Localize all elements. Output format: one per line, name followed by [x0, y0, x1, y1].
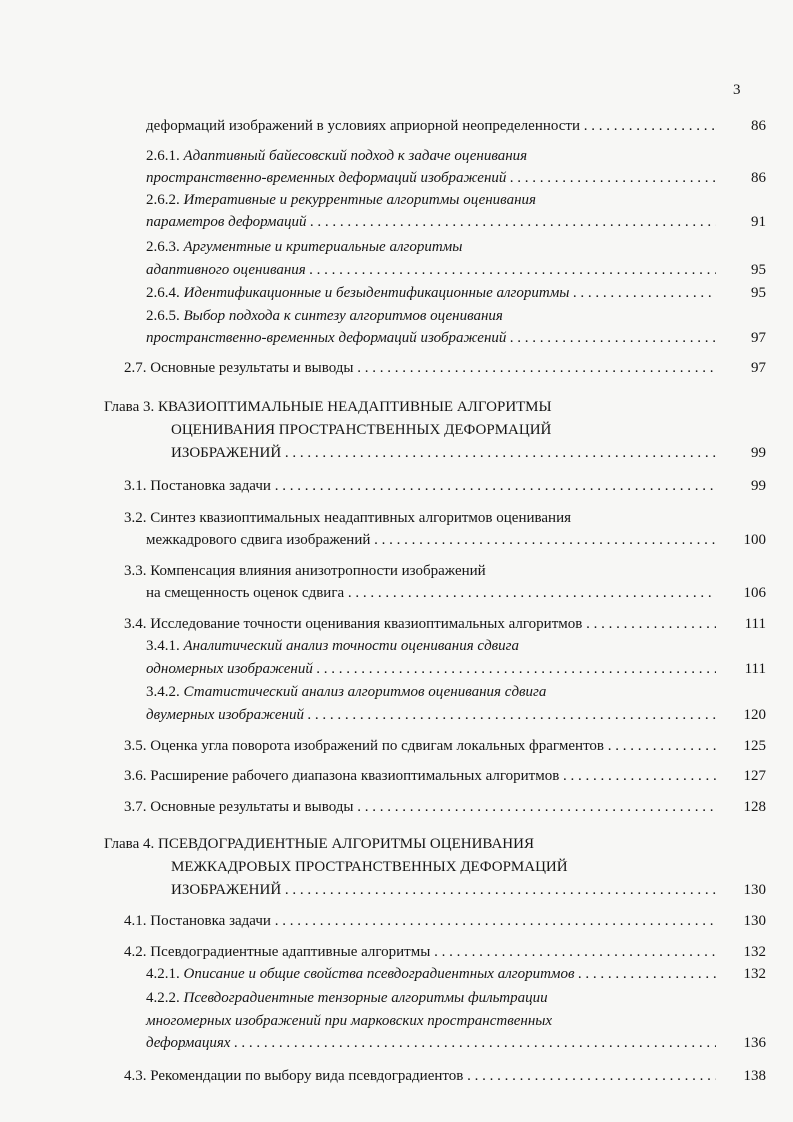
toc-title: одномерных изображений . . .: [146, 658, 716, 680]
toc-title: ИЗОБРАЖЕНИЙ . . .: [171, 879, 716, 901]
toc-title: Идентификационные и безыдентификационные алгоритмы . . .: [184, 282, 717, 304]
toc-title: Адаптивный байесовский подход к задаче оценивания: [183, 148, 528, 164]
toc-title: на смещенность оценок сдвига . . .: [146, 582, 716, 604]
toc-title: деформациях . . .: [146, 1032, 716, 1054]
toc-line: [146, 681, 546, 703]
toc-line: [124, 765, 766, 787]
toc-title: Описание и общие свойства псевдоградиентных алгоритмов . . .: [184, 963, 717, 985]
toc-number: 4.3.: [124, 1068, 147, 1084]
toc-title: Постановка задачи . . .: [150, 910, 716, 932]
toc-title: Аргументные и критериальные алгоритмы: [183, 239, 463, 255]
toc-page: 130: [743, 882, 766, 898]
toc-title: ПСЕВДОГРАДИЕНТНЫЕ АЛГОРИТМЫ ОЦЕНИВАНИЯ: [157, 836, 534, 852]
toc-line: [124, 357, 766, 379]
toc-number: 2.6.2.: [146, 192, 180, 208]
toc-number: 2.6.5.: [146, 308, 180, 324]
toc-line: [146, 282, 766, 304]
toc-number: 3.4.1.: [146, 638, 180, 654]
toc-line: [146, 529, 766, 551]
toc-chapter-heading: [104, 833, 534, 855]
toc-page: 106: [743, 585, 766, 601]
toc-title: многомерных изображений при марковских пространственных: [146, 1013, 553, 1029]
toc-number: 3.5.: [124, 738, 147, 754]
toc-title: Расширение рабочего диапазона квазиоптимальных алгоритмов . . .: [150, 765, 716, 787]
toc-title: Основные результаты и выводы . . .: [150, 357, 716, 379]
toc-page: 111: [744, 661, 766, 677]
toc-number: 3.7.: [124, 799, 147, 815]
toc-line: [171, 879, 766, 901]
toc-line: [124, 941, 766, 963]
toc-page: 132: [743, 966, 766, 982]
toc-title: Псевдоградиентные тензорные алгоритмы фильтрации: [183, 990, 548, 1006]
toc-line: [124, 796, 766, 818]
toc-line: [146, 305, 503, 327]
toc-number: 3.6.: [124, 768, 147, 784]
toc-line: [146, 1010, 552, 1032]
toc-page: 91: [751, 214, 766, 230]
toc-title: Итеративные и рекуррентные алгоритмы оценивания: [183, 192, 536, 208]
toc-line: [124, 735, 766, 757]
toc-title: Выбор подхода к синтезу алгоритмов оценивания: [183, 308, 503, 324]
toc-line: [146, 963, 766, 985]
toc-line: [146, 115, 766, 137]
toc-title: адаптивного оценивания . . .: [146, 259, 716, 281]
toc-line: [124, 613, 766, 635]
toc-title: МЕЖКАДРОВЫХ ПРОСТРАНСТВЕННЫХ ДЕФОРМАЦИЙ: [171, 859, 568, 875]
toc-line: [124, 507, 571, 529]
toc-line: [124, 560, 486, 582]
toc-page: 95: [751, 262, 766, 278]
toc-line: [171, 442, 766, 464]
toc-line: [146, 582, 766, 604]
toc-number: 2.6.1.: [146, 148, 180, 164]
toc-line: [146, 704, 766, 726]
toc-line: [146, 211, 766, 233]
toc-title: параметров деформаций . . .: [146, 211, 716, 233]
toc-title: Рекомендации по выбору вида псевдоградиентов . . .: [150, 1065, 716, 1087]
toc-line: [146, 145, 527, 167]
toc-title: пространственно-временных деформаций изображений . . .: [146, 167, 716, 189]
toc-title: Оценка угла поворота изображений по сдвигам локальных фрагментов . . .: [150, 735, 716, 757]
toc-page: 99: [751, 445, 766, 461]
toc-title: Аналитический анализ точности оценивания сдвига: [183, 638, 520, 654]
toc-page: 138: [743, 1068, 766, 1084]
toc-line: [171, 856, 568, 878]
toc-number: 4.2.1.: [146, 966, 180, 982]
toc-number: 4.1.: [124, 913, 147, 929]
toc-number: Глава 4.: [104, 836, 155, 852]
toc-title: Компенсация влияния анизотропности изображений: [150, 563, 486, 579]
toc-number: 3.1.: [124, 478, 147, 494]
toc-page: 99: [751, 478, 766, 494]
toc-page: 86: [751, 170, 766, 186]
toc-page: 127: [743, 768, 766, 784]
toc-number: 4.2.: [124, 944, 147, 960]
toc-number: 3.4.2.: [146, 684, 180, 700]
toc-page: 97: [751, 330, 766, 346]
toc-title: Постановка задачи . . .: [150, 475, 716, 497]
toc-line: [146, 987, 548, 1009]
toc-page: 128: [743, 799, 766, 815]
toc-line: [146, 1032, 766, 1054]
toc-page: 132: [743, 944, 766, 960]
toc-title: КВАЗИОПТИМАЛЬНЫЕ НЕАДАПТИВНЫЕ АЛГОРИТМЫ: [157, 399, 552, 415]
toc-line: [171, 419, 551, 441]
toc-title: двумерных изображений . . .: [146, 704, 716, 726]
toc-title: межкадрового сдвига изображений . . .: [146, 529, 716, 551]
toc-title: Псевдоградиентные адаптивные алгоритмы . . .: [150, 941, 716, 963]
toc-page: 125: [743, 738, 766, 754]
toc-page: 120: [743, 707, 766, 723]
toc-page: 86: [751, 118, 766, 134]
toc-line: [146, 327, 766, 349]
toc-page: 136: [743, 1035, 766, 1051]
toc-number: 3.4.: [124, 616, 147, 632]
toc-number: 2.6.4.: [146, 285, 180, 301]
toc-page: 100: [743, 532, 766, 548]
toc-line: [124, 475, 766, 497]
toc-title: деформаций изображений в условиях априорной неопределенности . . .: [146, 115, 716, 137]
toc-chapter-heading: [104, 396, 552, 418]
toc-line: [146, 167, 766, 189]
toc-number: 3.3.: [124, 563, 147, 579]
toc-page: 97: [751, 360, 766, 376]
toc-page: 130: [743, 913, 766, 929]
toc-title: Синтез квазиоптимальных неадаптивных алгоритмов оценивания: [150, 510, 571, 526]
toc-line: [146, 259, 766, 281]
page-number: 3: [733, 82, 741, 98]
toc-page: 95: [751, 285, 766, 301]
toc-title: пространственно-временных деформаций изображений . . .: [146, 327, 716, 349]
toc-number: 2.6.3.: [146, 239, 180, 255]
toc-number: Глава 3.: [104, 399, 155, 415]
toc-number: 4.2.2.: [146, 990, 180, 1006]
toc-number: 2.7.: [124, 360, 147, 376]
toc-title: Статистический анализ алгоритмов оценивания сдвига: [183, 684, 547, 700]
toc-line: [146, 189, 536, 211]
toc-title: ОЦЕНИВАНИЯ ПРОСТРАНСТВЕННЫХ ДЕФОРМАЦИЙ: [171, 422, 552, 438]
toc-number: 3.2.: [124, 510, 147, 526]
toc-line: [146, 635, 519, 657]
toc-title: ИЗОБРАЖЕНИЙ . . .: [171, 442, 716, 464]
toc-line: [124, 1065, 766, 1087]
toc-page: 111: [744, 616, 766, 632]
toc-line: [146, 236, 462, 258]
toc-line: [146, 658, 766, 680]
toc-title: Основные результаты и выводы . . .: [150, 796, 716, 818]
toc-line: [124, 910, 766, 932]
toc-title: Исследование точности оценивания квазиоптимальных алгоритмов . . .: [150, 613, 716, 635]
